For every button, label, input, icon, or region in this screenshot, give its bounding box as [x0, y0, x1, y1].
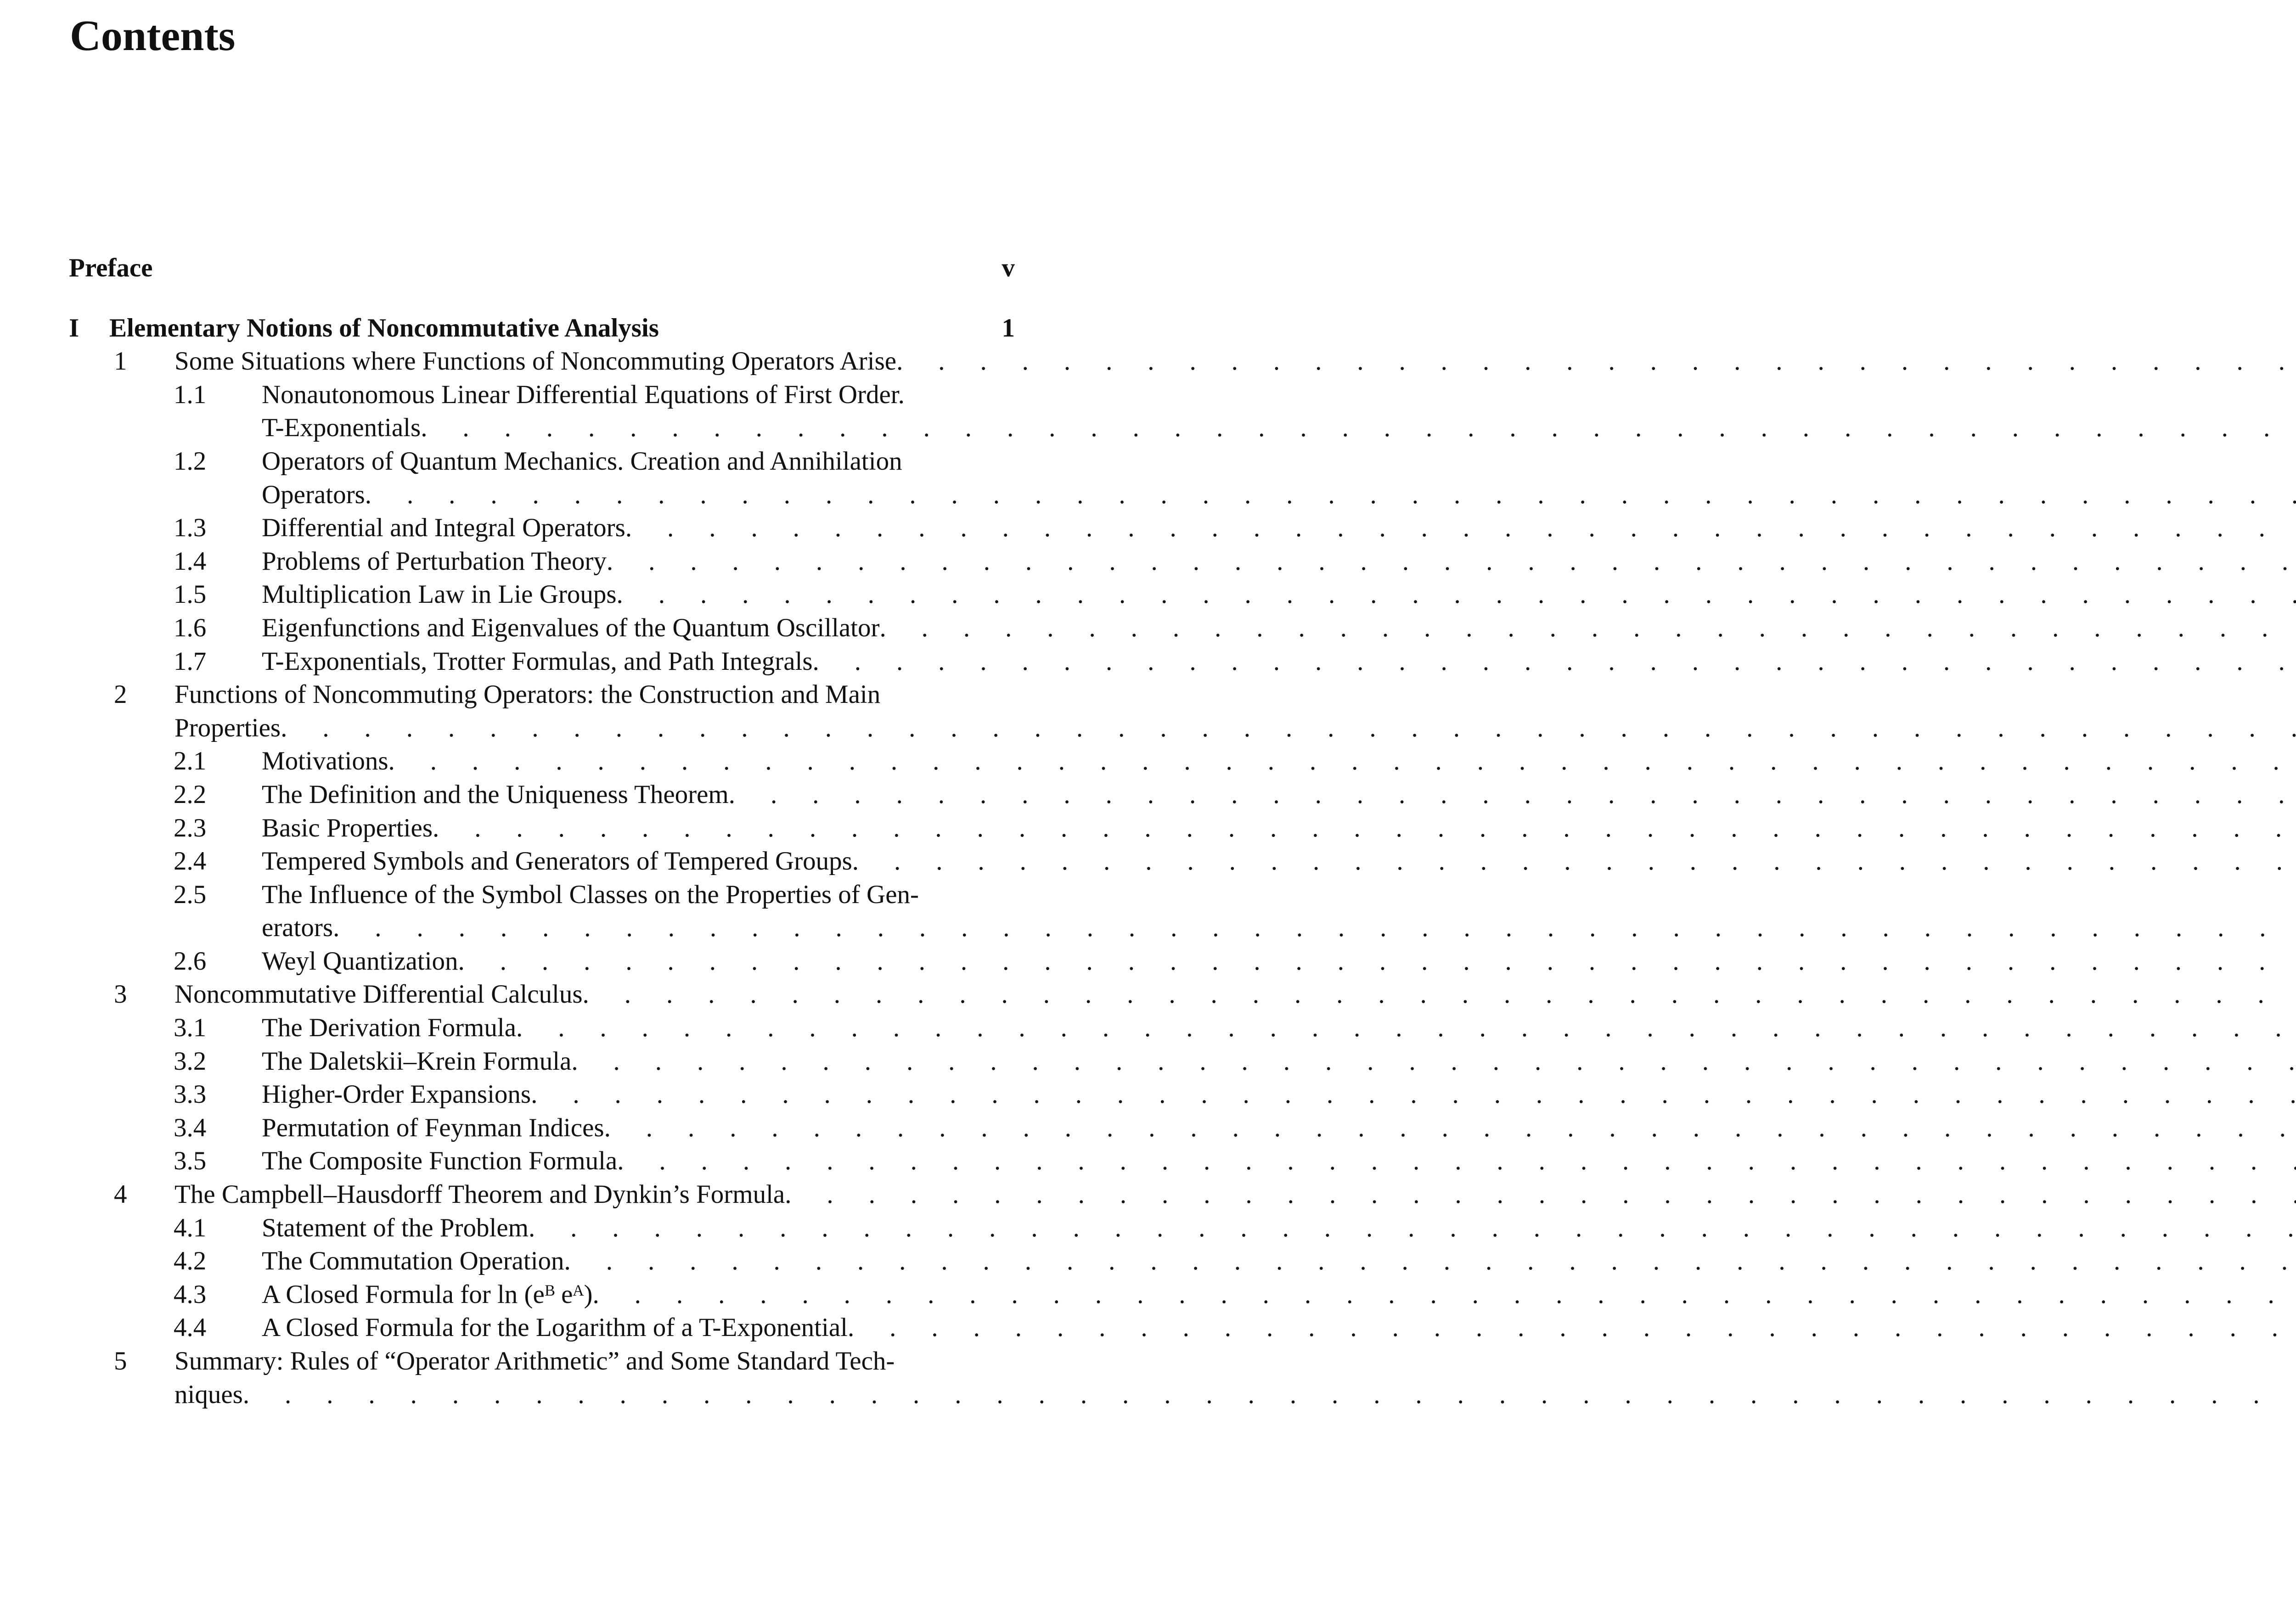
toc-entry-number: 2.2 [174, 780, 207, 809]
toc-entry[interactable] [69, 678, 1015, 745]
toc-entry-number: 2.6 [174, 946, 207, 976]
toc-entry[interactable] [69, 1145, 1015, 1178]
toc-entry-page: v [1002, 253, 1015, 282]
toc-entry-number: 1.5 [174, 580, 207, 609]
page-title: Contents [70, 12, 236, 60]
dot-leader [529, 1212, 2296, 1245]
dot-leader [848, 1311, 2296, 1345]
toc-entry[interactable] [69, 1011, 1015, 1045]
toc-entry-title: Operators of Quantum Mechanics. Creation and Annihilation [262, 446, 902, 476]
toc-entry-title: The Definition and the Uniqueness Theorem [262, 780, 729, 809]
toc-entry-title: Properties [174, 713, 281, 742]
toc-entry-title: Elementary Notions of Noncommutative Analysis [109, 313, 659, 342]
toc-entry[interactable] [69, 978, 1015, 1011]
toc-entry-title: Basic Properties [262, 813, 433, 842]
dot-leader [617, 578, 2296, 612]
table-of-contents [69, 252, 1015, 1411]
dot-leader [421, 411, 2296, 445]
toc-page [0, 0, 1097, 1611]
toc-entry-number: 1.1 [174, 380, 207, 409]
dot-leader [564, 1245, 2296, 1278]
toc-entry[interactable] [69, 845, 1015, 878]
toc-entry-title: Operators [262, 480, 365, 509]
dot-leader [583, 978, 2296, 1011]
toc-entry-number: 4.1 [174, 1213, 207, 1242]
toc-entry-title: Functions of Noncommuting Operators: the Construction and Main [174, 680, 881, 709]
toc-entry-title: Differential and Integral Operators [262, 513, 625, 543]
toc-entry-number: 5 [114, 1347, 127, 1375]
dot-leader [607, 545, 2296, 578]
toc-entry[interactable] [69, 1278, 1015, 1312]
toc-entry[interactable] [69, 545, 1015, 578]
dot-leader [729, 778, 2296, 812]
toc-entry-number: 2.5 [174, 880, 207, 909]
toc-entry-title: Tempered Symbols and Generators of Tempered Groups [262, 847, 852, 876]
dot-leader [458, 945, 2296, 978]
toc-entry-title: Motivations [262, 747, 388, 776]
toc-entry[interactable] [69, 1078, 1015, 1111]
toc-entry-title: The Commutation Operation [262, 1246, 564, 1276]
toc-entry[interactable] [69, 1345, 1015, 1411]
dot-leader [281, 712, 2296, 745]
toc-entry-title: Permutation of Feynman Indices [262, 1113, 604, 1142]
dot-leader [243, 1378, 2296, 1412]
toc-entry-page: 1 [1002, 313, 1015, 342]
dot-leader [785, 1178, 2296, 1212]
toc-entry-title: Multiplication Law in Lie Groups [262, 580, 617, 609]
toc-entry-title: niques [174, 1380, 243, 1409]
toc-entry[interactable] [69, 745, 1015, 778]
toc-entry-number: 2.4 [174, 847, 207, 876]
toc-entry[interactable] [69, 812, 1015, 845]
toc-entry-number: 1.3 [174, 513, 207, 543]
toc-entry-title: Preface [69, 253, 153, 282]
dot-leader [333, 911, 2296, 945]
toc-entry[interactable] [69, 778, 1015, 812]
toc-entry-title: Summary: Rules of “Operator Arithmetic” and Some Standard Tech- [174, 1347, 895, 1375]
toc-entry[interactable] [69, 578, 1015, 612]
dot-leader [879, 612, 2296, 645]
toc-entry-title: Eigenfunctions and Eigenvalues of the Quantum Oscillator [262, 613, 880, 642]
toc-entry-title: T-Exponentials [262, 413, 421, 443]
dot-leader [516, 1011, 2296, 1045]
toc-entry-title: The Influence of the Symbol Classes on the Properties of Gen- [262, 880, 919, 909]
toc-entry[interactable] [69, 1212, 1015, 1245]
dot-leader [592, 1278, 2296, 1312]
toc-entry[interactable] [69, 312, 1015, 345]
toc-entry-number: 1.7 [174, 646, 207, 676]
toc-entry-title: The Composite Function Formula [262, 1146, 618, 1176]
toc-entry-title: erators [262, 913, 333, 943]
toc-entry-title: Noncommutative Differential Calculus [174, 980, 583, 1009]
toc-entry-number: 1.6 [174, 613, 207, 642]
toc-entry[interactable] [69, 878, 1015, 945]
toc-entry-title: Higher-Order Expansions [262, 1080, 531, 1109]
toc-entry-title: Nonautonomous Linear Differential Equations of First Order. [262, 380, 905, 409]
dot-leader [896, 345, 2296, 378]
toc-entry-number: 3.1 [174, 1013, 207, 1043]
toc-entry[interactable] [69, 445, 1015, 511]
toc-entry-number: 2.3 [174, 813, 207, 842]
toc-entry-number: 3.4 [174, 1113, 207, 1142]
toc-entry[interactable] [69, 645, 1015, 679]
toc-entry[interactable] [69, 378, 1015, 445]
dot-leader [388, 745, 2296, 778]
toc-entry-number: 3.2 [174, 1046, 207, 1076]
toc-entry-title: The Campbell–Hausdorff Theorem and Dynkin’s Formula [174, 1180, 785, 1209]
dot-leader [531, 1078, 2296, 1111]
toc-entry-number: 3.3 [174, 1080, 207, 1109]
toc-entry[interactable] [69, 1245, 1015, 1278]
toc-entry-number: 2 [114, 680, 127, 709]
toc-entry[interactable] [69, 511, 1015, 545]
toc-entry-number: 4 [114, 1180, 127, 1209]
toc-entry-number: 1 [114, 347, 127, 376]
toc-entry[interactable] [69, 252, 1015, 285]
toc-entry-title: Problems of Perturbation Theory [262, 546, 607, 576]
toc-entry-title: A Closed Formula for the Logarithm of a T-Exponential [262, 1313, 848, 1342]
toc-entry-title: T-Exponentials, Trotter Formulas, and Path Integrals [262, 646, 813, 676]
toc-entry-title: Statement of the Problem [262, 1213, 529, 1242]
toc-entry-number: 1.4 [174, 546, 207, 576]
toc-entry-title: Some Situations where Functions of Noncommuting Operators Arise [174, 347, 897, 376]
toc-entry[interactable] [69, 612, 1015, 645]
toc-entry-title: The Derivation Formula [262, 1013, 517, 1043]
dot-leader [433, 812, 2296, 845]
toc-entry-title: The Daletskii–Krein Formula [262, 1046, 572, 1076]
dot-leader [365, 478, 2296, 512]
toc-entry-number: 2.1 [174, 747, 207, 776]
toc-entry[interactable] [69, 345, 1015, 378]
toc-entry-number: I [69, 313, 79, 342]
toc-entry-number: 4.4 [174, 1313, 207, 1342]
toc-entry[interactable] [69, 1111, 1015, 1145]
toc-entry-number: 3 [114, 980, 127, 1009]
dot-leader [813, 645, 2296, 679]
toc-entry-number: 1.2 [174, 446, 207, 476]
dot-leader [571, 1045, 2296, 1078]
toc-entry-title: Weyl Quantization [262, 946, 458, 976]
toc-entry[interactable] [69, 945, 1015, 978]
toc-entry[interactable] [69, 1178, 1015, 1212]
dot-leader [617, 1145, 2296, 1178]
toc-entry-number: 4.3 [174, 1280, 207, 1309]
toc-entry-title: A Closed Formula for ln (eᴮ eᴬ) [262, 1280, 593, 1309]
toc-entry-number: 4.2 [174, 1246, 207, 1276]
toc-entry[interactable] [69, 1045, 1015, 1078]
dot-leader [852, 845, 2296, 878]
dot-leader [604, 1111, 2296, 1145]
toc-entry-number: 3.5 [174, 1146, 207, 1176]
toc-entry[interactable] [69, 1311, 1015, 1345]
dot-leader [625, 511, 2296, 545]
